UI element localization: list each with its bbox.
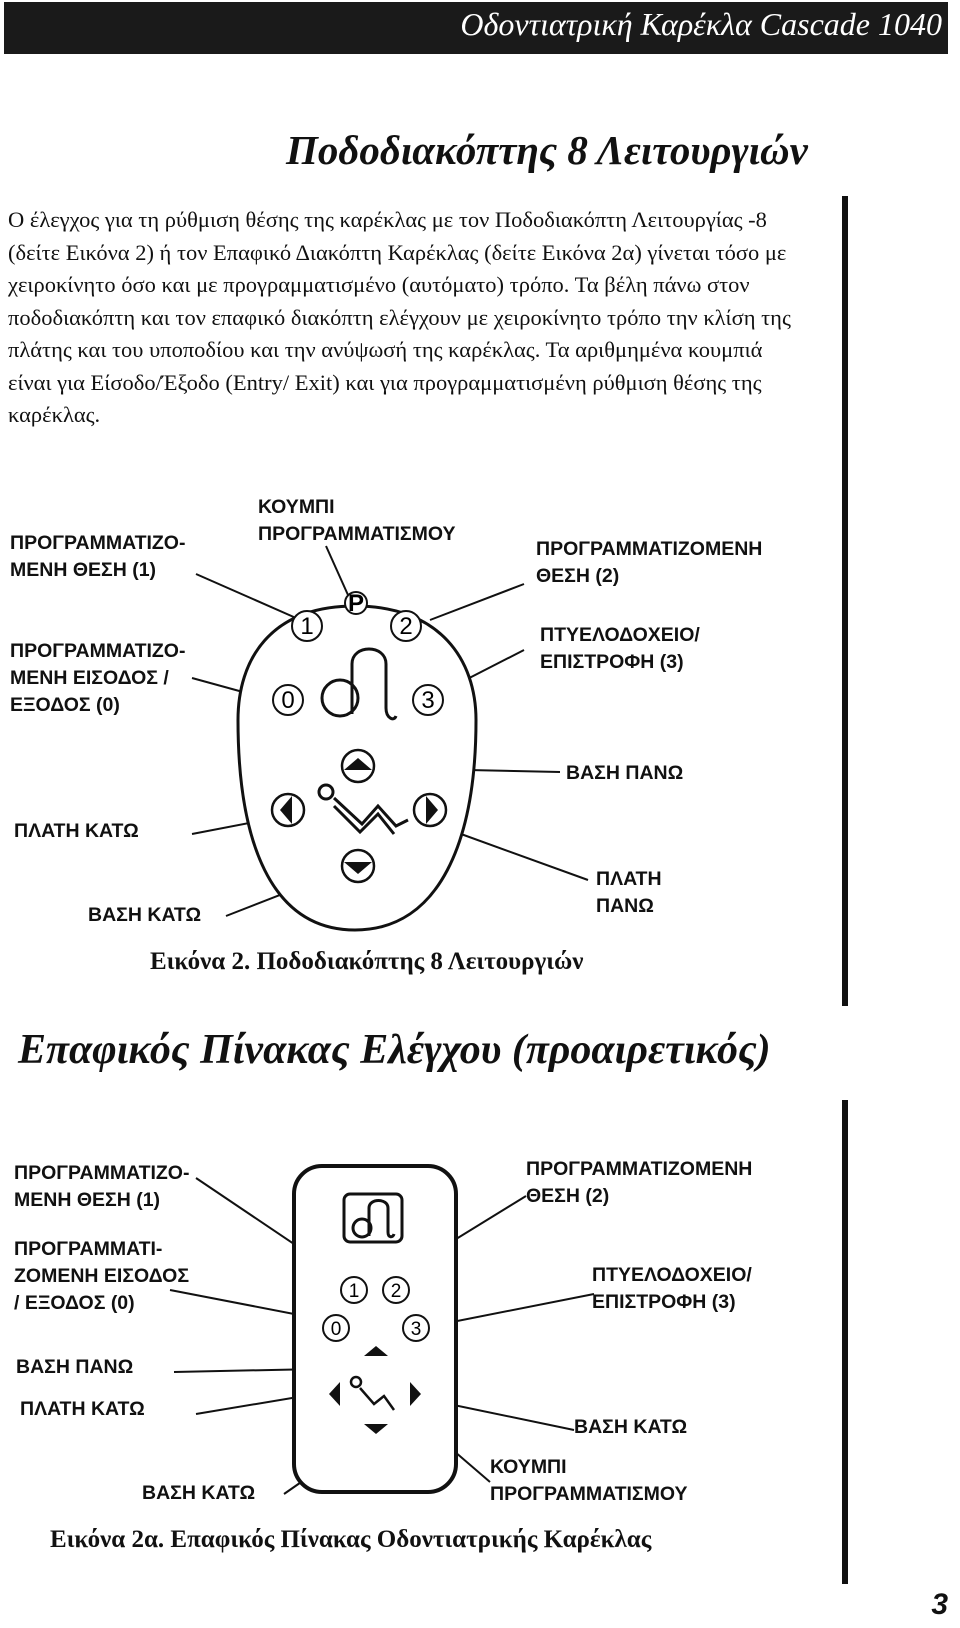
fig2a-label-prog-button: ΚΟΥΜΠΙ ΠΡΟΓΡΑΜΜΑΤΙΣΜΟΥ	[490, 1456, 688, 1505]
fig2-label-position-2: ΠΡΟΓΡΑΜΜΑΤΙΖΟΜΕΝΗ ΘΕΣΗ (2)	[536, 538, 763, 587]
figure-2-caption: Εικόνα 2. Ποδοδιακόπτης 8 Λειτουργιών	[150, 948, 584, 975]
section-title-touch-panel: Επαφικός Πίνακας Ελέγχου (προαιρετικός)	[18, 1027, 771, 1073]
touch-panel-outline	[294, 1166, 456, 1492]
back-up-arrow-icon	[414, 794, 446, 826]
fig2a-label-position-2: ΠΡΟΓΡΑΜΜΑΤΙΖΟΜΕΝΗ ΘΕΣΗ (2)	[526, 1158, 753, 1207]
fig2-label-entry-exit: ΠΡΟΓΡΑΜΜΑΤΙΖΟ- ΜΕΝΗ ΕΙΣΟΔΟΣ / ΕΞΟΔΟΣ (0)	[10, 640, 186, 716]
fig2-label-back-down: ΠΛΑΤΗ ΚΑΤΩ	[14, 820, 139, 842]
fig2a-label-base-down-right: ΒΑΣΗ ΚΑΤΩ	[574, 1416, 688, 1438]
program-button-text: P	[347, 590, 365, 617]
fig2a-label-position-1: ΠΡΟΓΡΑΜΜΑΤΙΖΟ- ΜΕΝΗ ΘΕΣΗ (1)	[14, 1162, 190, 1211]
button-0-text: 0	[281, 687, 295, 714]
base-down-arrow-icon	[342, 850, 374, 882]
fig2a-label-back-down: ΠΛΑΤΗ ΚΑΤΩ	[20, 1398, 145, 1420]
fig2-label-spittoon-return: ΠΤΥΕΛΟΔΟΧΕΙΟ/ ΕΠΙΣΤΡΟΦΗ (3)	[540, 624, 700, 673]
fig2-label-base-down: ΒΑΣΗ ΚΑΤΩ	[88, 904, 202, 926]
back-down-arrow-icon	[272, 794, 304, 826]
panel-button-2-text: 2	[390, 1281, 402, 1302]
intro-paragraph: Ο έλεγχος για τη ρύθμιση θέσης της καρέκλας με τον Ποδοδιακόπτη Λειτουργίας -8 (δείτε Εικόνα 2) ή τον Επαφικό Διακόπτη Καρέκλας (δείτε Εικόνα 2α) γίνεται τόσο με χειροκίνητο όσο και με προγραμματισμένο (αυτόματο) τρόπο. Τα βέλη πάνω στον ποδοδιακόπτη και τον επαφικό διακόπτη ελέγχουν με χειροκίνητο τρόπο την κλίση της πλάτης και του υποποδίου και την ανύψωσή της καρέκλας. Τα αριθμημένα κουμπιά είναι για Είσοδο/Έξοδο (Entry/ Exit) και για προγραμματισμένη ρύθμιση θέσης της καρέκλας.	[8, 207, 791, 427]
button-1-text: 1	[300, 613, 314, 640]
fig2-label-position-1: ΠΡΟΓΡΑΜΜΑΤΙΖΟ- ΜΕΝΗ ΘΕΣΗ (1)	[10, 532, 186, 581]
fig2-label-back-up: ΠΛΑΤΗ ΠΑΝΩ	[596, 868, 662, 917]
fig2a-label-base-down-left: ΒΑΣΗ ΚΑΤΩ	[142, 1482, 256, 1504]
button-2-text: 2	[399, 613, 413, 640]
section-title-foot-switch: Ποδοδιακόπτης 8 Λειτουργιών	[286, 127, 808, 173]
page-number: 3	[931, 1588, 948, 1621]
figure-2a-caption: Εικόνα 2α. Επαφικός Πίνακας Οδοντιατρικής Καρέκλας	[50, 1526, 652, 1553]
fig2a-label-entry-exit: ΠΡΟΓΡΑΜΜΑΤΙ- ΖΟΜΕΝΗ ΕΙΣΟΔΟΣ / ΕΞΟΔΟΣ (0)	[14, 1238, 190, 1314]
fig2-label-prog-button: ΚΟΥΜΠΙ ΠΡΟΓΡΑΜΜΑΤΙΣΜΟΥ	[258, 496, 456, 545]
header-title: Οδοντιατρική Καρέκλα Cascade 1040	[460, 6, 942, 42]
panel-button-0-text: 0	[330, 1319, 342, 1340]
fig2a-label-base-up: ΒΑΣΗ ΠΑΝΩ	[16, 1356, 134, 1378]
button-3-text: 3	[421, 687, 435, 714]
base-up-arrow-icon	[342, 750, 374, 782]
fig2a-label-spittoon-return: ΠΤΥΕΛΟΔΟΧΕΙΟ/ ΕΠΙΣΤΡΟΦΗ (3)	[592, 1264, 752, 1313]
panel-button-3-text: 3	[410, 1319, 422, 1340]
fig2-label-base-up: ΒΑΣΗ ΠΑΝΩ	[566, 762, 684, 784]
touch-panel-diagram	[0, 1100, 960, 1540]
panel-button-1-text: 1	[348, 1281, 360, 1302]
